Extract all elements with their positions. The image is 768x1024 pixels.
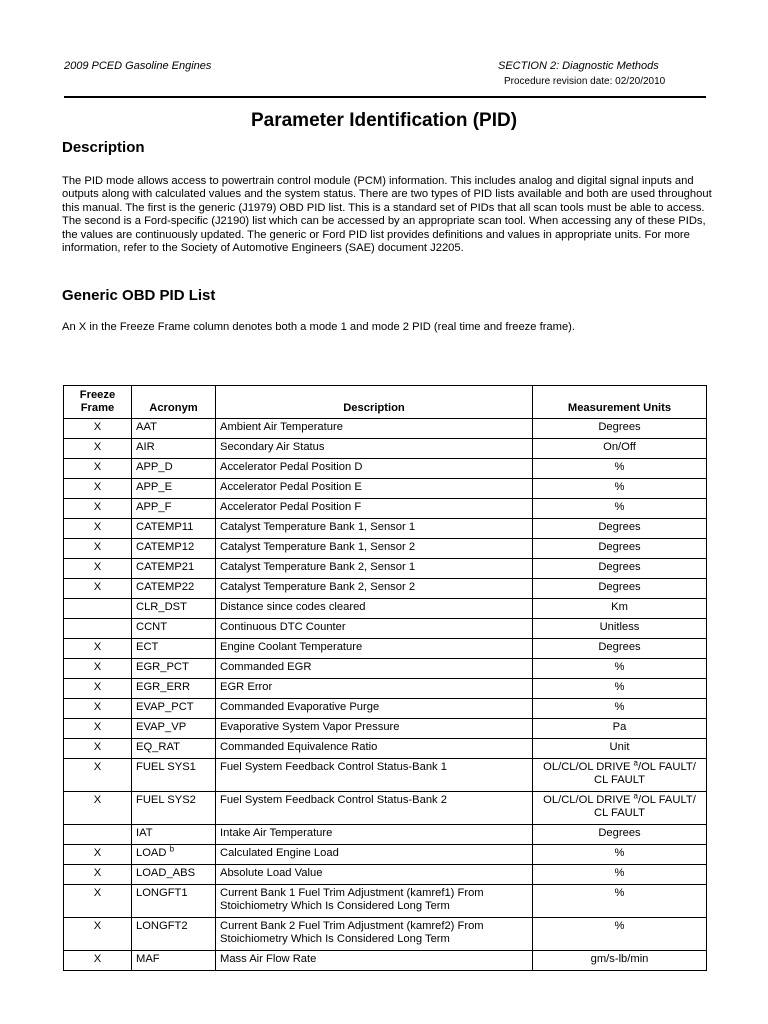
freeze-frame-cell bbox=[64, 619, 132, 639]
freeze-frame-cell bbox=[64, 599, 132, 619]
freeze-frame-cell: X bbox=[64, 792, 132, 825]
units-cell bbox=[533, 639, 707, 659]
column-header-description: Description bbox=[216, 386, 533, 419]
description-paragraph: The PID mode allows access to powertrain control module (PCM) information. This includes analog and digital signal inputs and outputs along with calculated values and the system status. There are two types of PID lists available and both are used throughout this manual. The first is the generic (J1979) OBD PID list. This is a standard set of PIDs that all scan tools must be able to access. The second is a Ford-specific (J2190) list which can be accessed by an appropriate scan tool. When accessing any of these PIDs, the values are continuously updated. The generic or Ford PID list provides definitions and values in appropriate units. For more information, refer to the Society of Automotive Engineers (SAE) document J2205. bbox=[62, 175, 712, 255]
description-cell: Calculated Engine Load bbox=[216, 845, 533, 865]
acronym-text: FUEL SYS2 bbox=[136, 794, 196, 806]
freeze-frame-cell: X bbox=[64, 559, 132, 579]
freeze-frame-cell: X bbox=[64, 845, 132, 865]
table-row bbox=[64, 519, 707, 539]
units-text: Km bbox=[611, 601, 628, 613]
units-cell bbox=[533, 885, 707, 918]
freeze-frame-cell: X bbox=[64, 951, 132, 971]
pid-table-body bbox=[64, 419, 707, 971]
description-cell: Intake Air Temperature bbox=[216, 825, 533, 845]
units-cell bbox=[533, 439, 707, 459]
units-text: % bbox=[614, 867, 625, 879]
units-text: Degrees bbox=[598, 561, 641, 573]
acronym-cell bbox=[132, 439, 216, 459]
table-row bbox=[64, 539, 707, 559]
description-cell: Secondary Air Status bbox=[216, 439, 533, 459]
units-cell bbox=[533, 865, 707, 885]
page-title: Parameter Identification (PID) bbox=[250, 110, 518, 131]
acronym-cell bbox=[132, 825, 216, 845]
table-row bbox=[64, 499, 707, 519]
acronym-cell bbox=[132, 865, 216, 885]
units-text: % bbox=[614, 501, 625, 513]
acronym-text: APP_E bbox=[136, 481, 173, 493]
description-cell: Current Bank 1 Fuel Trim Adjustment (kamref1) From Stoichiometry Which Is Considered Long Term bbox=[216, 885, 533, 918]
description-cell: Accelerator Pedal Position E bbox=[216, 479, 533, 499]
freeze-frame-cell: X bbox=[64, 439, 132, 459]
units-text: Degrees bbox=[598, 581, 641, 593]
acronym-cell bbox=[132, 918, 216, 951]
units-cell bbox=[533, 918, 707, 951]
header-divider bbox=[64, 96, 706, 98]
description-cell: Fuel System Feedback Control Status-Bank 1 bbox=[216, 759, 533, 792]
units-text: Degrees bbox=[598, 541, 641, 553]
description-cell: Mass Air Flow Rate bbox=[216, 951, 533, 971]
acronym-text: AIR bbox=[136, 441, 155, 453]
units-cell bbox=[533, 619, 707, 639]
table-row bbox=[64, 679, 707, 699]
description-cell: Continuous DTC Counter bbox=[216, 619, 533, 639]
description-cell: Absolute Load Value bbox=[216, 865, 533, 885]
freeze-frame-cell: X bbox=[64, 579, 132, 599]
table-row bbox=[64, 639, 707, 659]
units-cell bbox=[533, 559, 707, 579]
table-row bbox=[64, 439, 707, 459]
table-row bbox=[64, 479, 707, 499]
description-cell: Commanded Evaporative Purge bbox=[216, 699, 533, 719]
units-text-continued: /OL FAULT/ CL FAULT bbox=[594, 794, 696, 819]
acronym-cell bbox=[132, 759, 216, 792]
description-cell: Catalyst Temperature Bank 1, Sensor 1 bbox=[216, 519, 533, 539]
table-row bbox=[64, 845, 707, 865]
acronym-text: EGR_ERR bbox=[136, 681, 191, 693]
acronym-cell bbox=[132, 659, 216, 679]
table-row bbox=[64, 559, 707, 579]
freeze-frame-cell: X bbox=[64, 679, 132, 699]
table-row bbox=[64, 719, 707, 739]
footnote-marker: a bbox=[633, 758, 638, 768]
acronym-text: EVAP_VP bbox=[136, 721, 187, 733]
units-text: Degrees bbox=[598, 827, 641, 839]
acronym-text: FUEL SYS1 bbox=[136, 761, 196, 773]
units-cell bbox=[533, 459, 707, 479]
acronym-text: LOAD bbox=[136, 847, 167, 859]
units-cell bbox=[533, 579, 707, 599]
units-text: % bbox=[614, 481, 625, 493]
description-cell: Commanded Equivalence Ratio bbox=[216, 739, 533, 759]
acronym-cell bbox=[132, 559, 216, 579]
freeze-frame-cell: X bbox=[64, 539, 132, 559]
units-text: % bbox=[614, 461, 625, 473]
description-cell: Distance since codes cleared bbox=[216, 599, 533, 619]
column-header-units: Measurement Units bbox=[533, 386, 707, 419]
description-cell: Accelerator Pedal Position F bbox=[216, 499, 533, 519]
units-cell bbox=[533, 499, 707, 519]
units-text-continued: /OL FAULT/ CL FAULT bbox=[594, 761, 696, 786]
table-row bbox=[64, 659, 707, 679]
freeze-frame-note: An X in the Freeze Frame column denotes both a mode 1 and mode 2 PID (real time and freeze frame). bbox=[62, 321, 576, 333]
acronym-text: CLR_DST bbox=[136, 601, 187, 613]
acronym-text: EVAP_PCT bbox=[136, 701, 194, 713]
description-cell: Accelerator Pedal Position D bbox=[216, 459, 533, 479]
freeze-frame-cell: X bbox=[64, 885, 132, 918]
acronym-cell bbox=[132, 679, 216, 699]
freeze-frame-cell: X bbox=[64, 499, 132, 519]
acronym-text: CCNT bbox=[136, 621, 168, 633]
acronym-cell bbox=[132, 599, 216, 619]
units-text: Pa bbox=[612, 721, 627, 733]
table-row bbox=[64, 619, 707, 639]
description-cell: Catalyst Temperature Bank 1, Sensor 2 bbox=[216, 539, 533, 559]
acronym-text: APP_D bbox=[136, 461, 173, 473]
table-row bbox=[64, 918, 707, 951]
acronym-text: IAT bbox=[136, 827, 153, 839]
table-header-row bbox=[64, 386, 707, 419]
units-text: Degrees bbox=[598, 421, 641, 433]
acronym-text: EGR_PCT bbox=[136, 661, 189, 673]
units-text: Unit bbox=[609, 741, 630, 753]
units-cell bbox=[533, 825, 707, 845]
table-row bbox=[64, 599, 707, 619]
column-header-acronym: Acronym bbox=[132, 386, 216, 419]
acronym-text: CATEMP12 bbox=[136, 541, 195, 553]
acronym-cell bbox=[132, 419, 216, 439]
description-cell: Catalyst Temperature Bank 2, Sensor 2 bbox=[216, 579, 533, 599]
units-cell bbox=[533, 699, 707, 719]
description-cell: Fuel System Feedback Control Status-Bank 2 bbox=[216, 792, 533, 825]
freeze-frame-cell: X bbox=[64, 865, 132, 885]
footnote-marker: b bbox=[169, 844, 175, 854]
freeze-frame-cell: X bbox=[64, 519, 132, 539]
acronym-cell bbox=[132, 719, 216, 739]
description-cell: Catalyst Temperature Bank 2, Sensor 1 bbox=[216, 559, 533, 579]
header-section-title: SECTION 2: Diagnostic Methods bbox=[498, 60, 659, 72]
units-cell bbox=[533, 599, 707, 619]
units-cell bbox=[533, 479, 707, 499]
units-text: OL/CL/OL DRIVE bbox=[543, 794, 631, 806]
footnote-marker: a bbox=[633, 791, 638, 801]
units-text: % bbox=[614, 701, 625, 713]
pid-table bbox=[63, 385, 707, 971]
acronym-text: ECT bbox=[136, 641, 159, 653]
units-text: On/Off bbox=[603, 441, 636, 453]
description-cell: Commanded EGR bbox=[216, 659, 533, 679]
acronym-cell bbox=[132, 639, 216, 659]
freeze-frame-cell: X bbox=[64, 659, 132, 679]
table-row bbox=[64, 865, 707, 885]
units-text: Degrees bbox=[598, 641, 641, 653]
acronym-cell bbox=[132, 499, 216, 519]
freeze-frame-cell bbox=[64, 825, 132, 845]
acronym-cell bbox=[132, 792, 216, 825]
table-row bbox=[64, 825, 707, 845]
units-text: Degrees bbox=[598, 521, 641, 533]
acronym-text: LOAD_ABS bbox=[136, 867, 196, 879]
acronym-text: CATEMP22 bbox=[136, 581, 195, 593]
units-cell bbox=[533, 519, 707, 539]
units-text: gm/s-lb/min bbox=[590, 953, 649, 965]
units-cell bbox=[533, 679, 707, 699]
acronym-text: CATEMP11 bbox=[136, 521, 194, 533]
table-row bbox=[64, 459, 707, 479]
acronym-cell bbox=[132, 699, 216, 719]
table-row bbox=[64, 885, 707, 918]
table-row bbox=[64, 792, 707, 825]
units-text: OL/CL/OL DRIVE bbox=[543, 761, 631, 773]
acronym-cell bbox=[132, 479, 216, 499]
freeze-frame-cell: X bbox=[64, 479, 132, 499]
description-cell: Evaporative System Vapor Pressure bbox=[216, 719, 533, 739]
freeze-frame-cell: X bbox=[64, 699, 132, 719]
column-header-freeze-frame: Freeze Frame bbox=[64, 386, 132, 419]
description-cell: Current Bank 2 Fuel Trim Adjustment (kamref2) From Stoichiometry Which Is Considered Long Term bbox=[216, 918, 533, 951]
acronym-cell bbox=[132, 951, 216, 971]
freeze-frame-cell: X bbox=[64, 739, 132, 759]
units-text: Unitless bbox=[599, 621, 640, 633]
pid-list-heading: Generic OBD PID List bbox=[62, 287, 216, 304]
description-cell: Ambient Air Temperature bbox=[216, 419, 533, 439]
units-cell bbox=[533, 719, 707, 739]
acronym-cell bbox=[132, 885, 216, 918]
units-cell bbox=[533, 539, 707, 559]
units-cell bbox=[533, 951, 707, 971]
description-cell: Engine Coolant Temperature bbox=[216, 639, 533, 659]
units-cell bbox=[533, 845, 707, 865]
units-text: % bbox=[614, 661, 625, 673]
acronym-text: LONGFT2 bbox=[136, 920, 188, 932]
acronym-text: AAT bbox=[136, 421, 157, 433]
acronym-text: CATEMP21 bbox=[136, 561, 195, 573]
acronym-text: MAF bbox=[136, 953, 160, 965]
table-row bbox=[64, 579, 707, 599]
table-row bbox=[64, 739, 707, 759]
units-text: % bbox=[614, 681, 625, 693]
units-text: % bbox=[614, 920, 625, 932]
acronym-cell bbox=[132, 539, 216, 559]
freeze-frame-cell: X bbox=[64, 918, 132, 951]
freeze-frame-cell: X bbox=[64, 719, 132, 739]
acronym-cell bbox=[132, 619, 216, 639]
units-cell bbox=[533, 759, 707, 792]
description-cell: EGR Error bbox=[216, 679, 533, 699]
table-row bbox=[64, 699, 707, 719]
table-row bbox=[64, 759, 707, 792]
acronym-cell bbox=[132, 739, 216, 759]
freeze-frame-cell: X bbox=[64, 459, 132, 479]
units-cell bbox=[533, 659, 707, 679]
acronym-cell bbox=[132, 459, 216, 479]
acronym-text: LONGFT1 bbox=[136, 887, 188, 899]
freeze-frame-cell: X bbox=[64, 639, 132, 659]
header-document-title: 2009 PCED Gasoline Engines bbox=[64, 60, 212, 72]
freeze-frame-cell: X bbox=[64, 419, 132, 439]
acronym-text: APP_F bbox=[136, 501, 172, 513]
units-cell bbox=[533, 739, 707, 759]
units-text: % bbox=[614, 847, 625, 859]
description-heading: Description bbox=[62, 139, 145, 156]
acronym-text: EQ_RAT bbox=[136, 741, 180, 753]
acronym-cell bbox=[132, 579, 216, 599]
acronym-cell bbox=[132, 845, 216, 865]
table-row bbox=[64, 951, 707, 971]
units-cell bbox=[533, 419, 707, 439]
acronym-cell bbox=[132, 519, 216, 539]
units-cell bbox=[533, 792, 707, 825]
header-revision-date: Procedure revision date: 02/20/2010 bbox=[504, 76, 666, 87]
units-text: % bbox=[614, 887, 625, 899]
table-row bbox=[64, 419, 707, 439]
freeze-frame-cell: X bbox=[64, 759, 132, 792]
